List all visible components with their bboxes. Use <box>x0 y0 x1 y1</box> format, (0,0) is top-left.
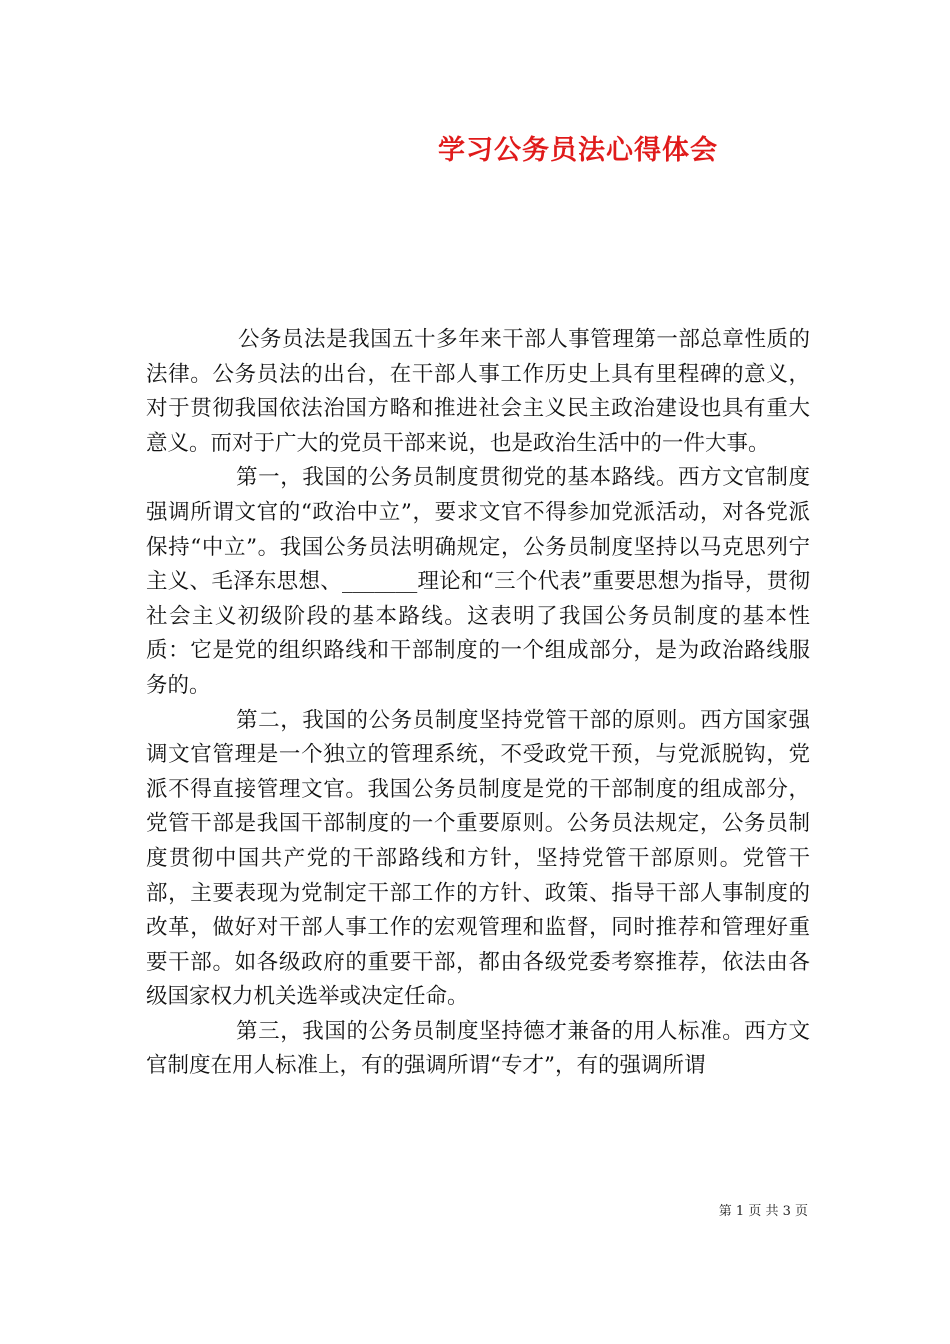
paragraph-first-point: 第一，我国的公务员制度贯彻党的基本路线。西方文官制度强调所谓文官的“政治中立”，要求文官不得参加党派活动，对各党派保持“中立”。我国公务员法明确规定，公务员制度坚持以马克思列宁主义、毛泽东思想、_______理论和“三个代表”重要思想为指导，贯彻社会主义初级阶段的基本路线。这表明了我国公务员制度的基本性质：它是党的组织路线和干部制度的一个组成部分，是为政治路线服务的。 <box>146 465 810 698</box>
paragraph-second-point: 第二，我国的公务员制度坚持党管干部的原则。西方国家强调文官管理是一个独立的管理系统，不受政党干预，与党派脱钩，党派不得直接管理文官。我国公务员制度是党的干部制度的组成部分，党管干部是我国干部制度的一个重要原则。公务员法规定，公务员制度贯彻中国共产党的干部路线和方针，坚持党管干部原则。党管干部，主要表现为党制定干部工作的方针、政策、指导干部人事制度的改革，做好对干部人事工作的宏观管理和监督，同时推荐和管理好重要干部。如各级政府的重要干部，都由各级党委考察推荐，依法由各级国家权力机关选举或决定任命。 <box>146 707 810 1010</box>
document-title: 学习公务员法心得体会 <box>438 135 718 166</box>
page-footer: 第 1 页 共 3 页 <box>718 1204 808 1219</box>
paragraph-third-point: 第三，我国的公务员制度坚持德才兼备的用人标准。西方文官制度在用人标准上，有的强调所谓“专才”，有的强调所谓 <box>146 1018 810 1079</box>
paragraph-intro: 公务员法是我国五十多年来干部人事管理第一部总章性质的法律。公务员法的出台，在干部人事工作历史上具有里程碑的意义，对于贯彻我国依法治国方略和推进社会主义民主政治建设也具有重大意义。而对于广大的党员干部来说，也是政治生活中的一件大事。 <box>146 327 810 456</box>
document-body <box>146 323 810 1084</box>
